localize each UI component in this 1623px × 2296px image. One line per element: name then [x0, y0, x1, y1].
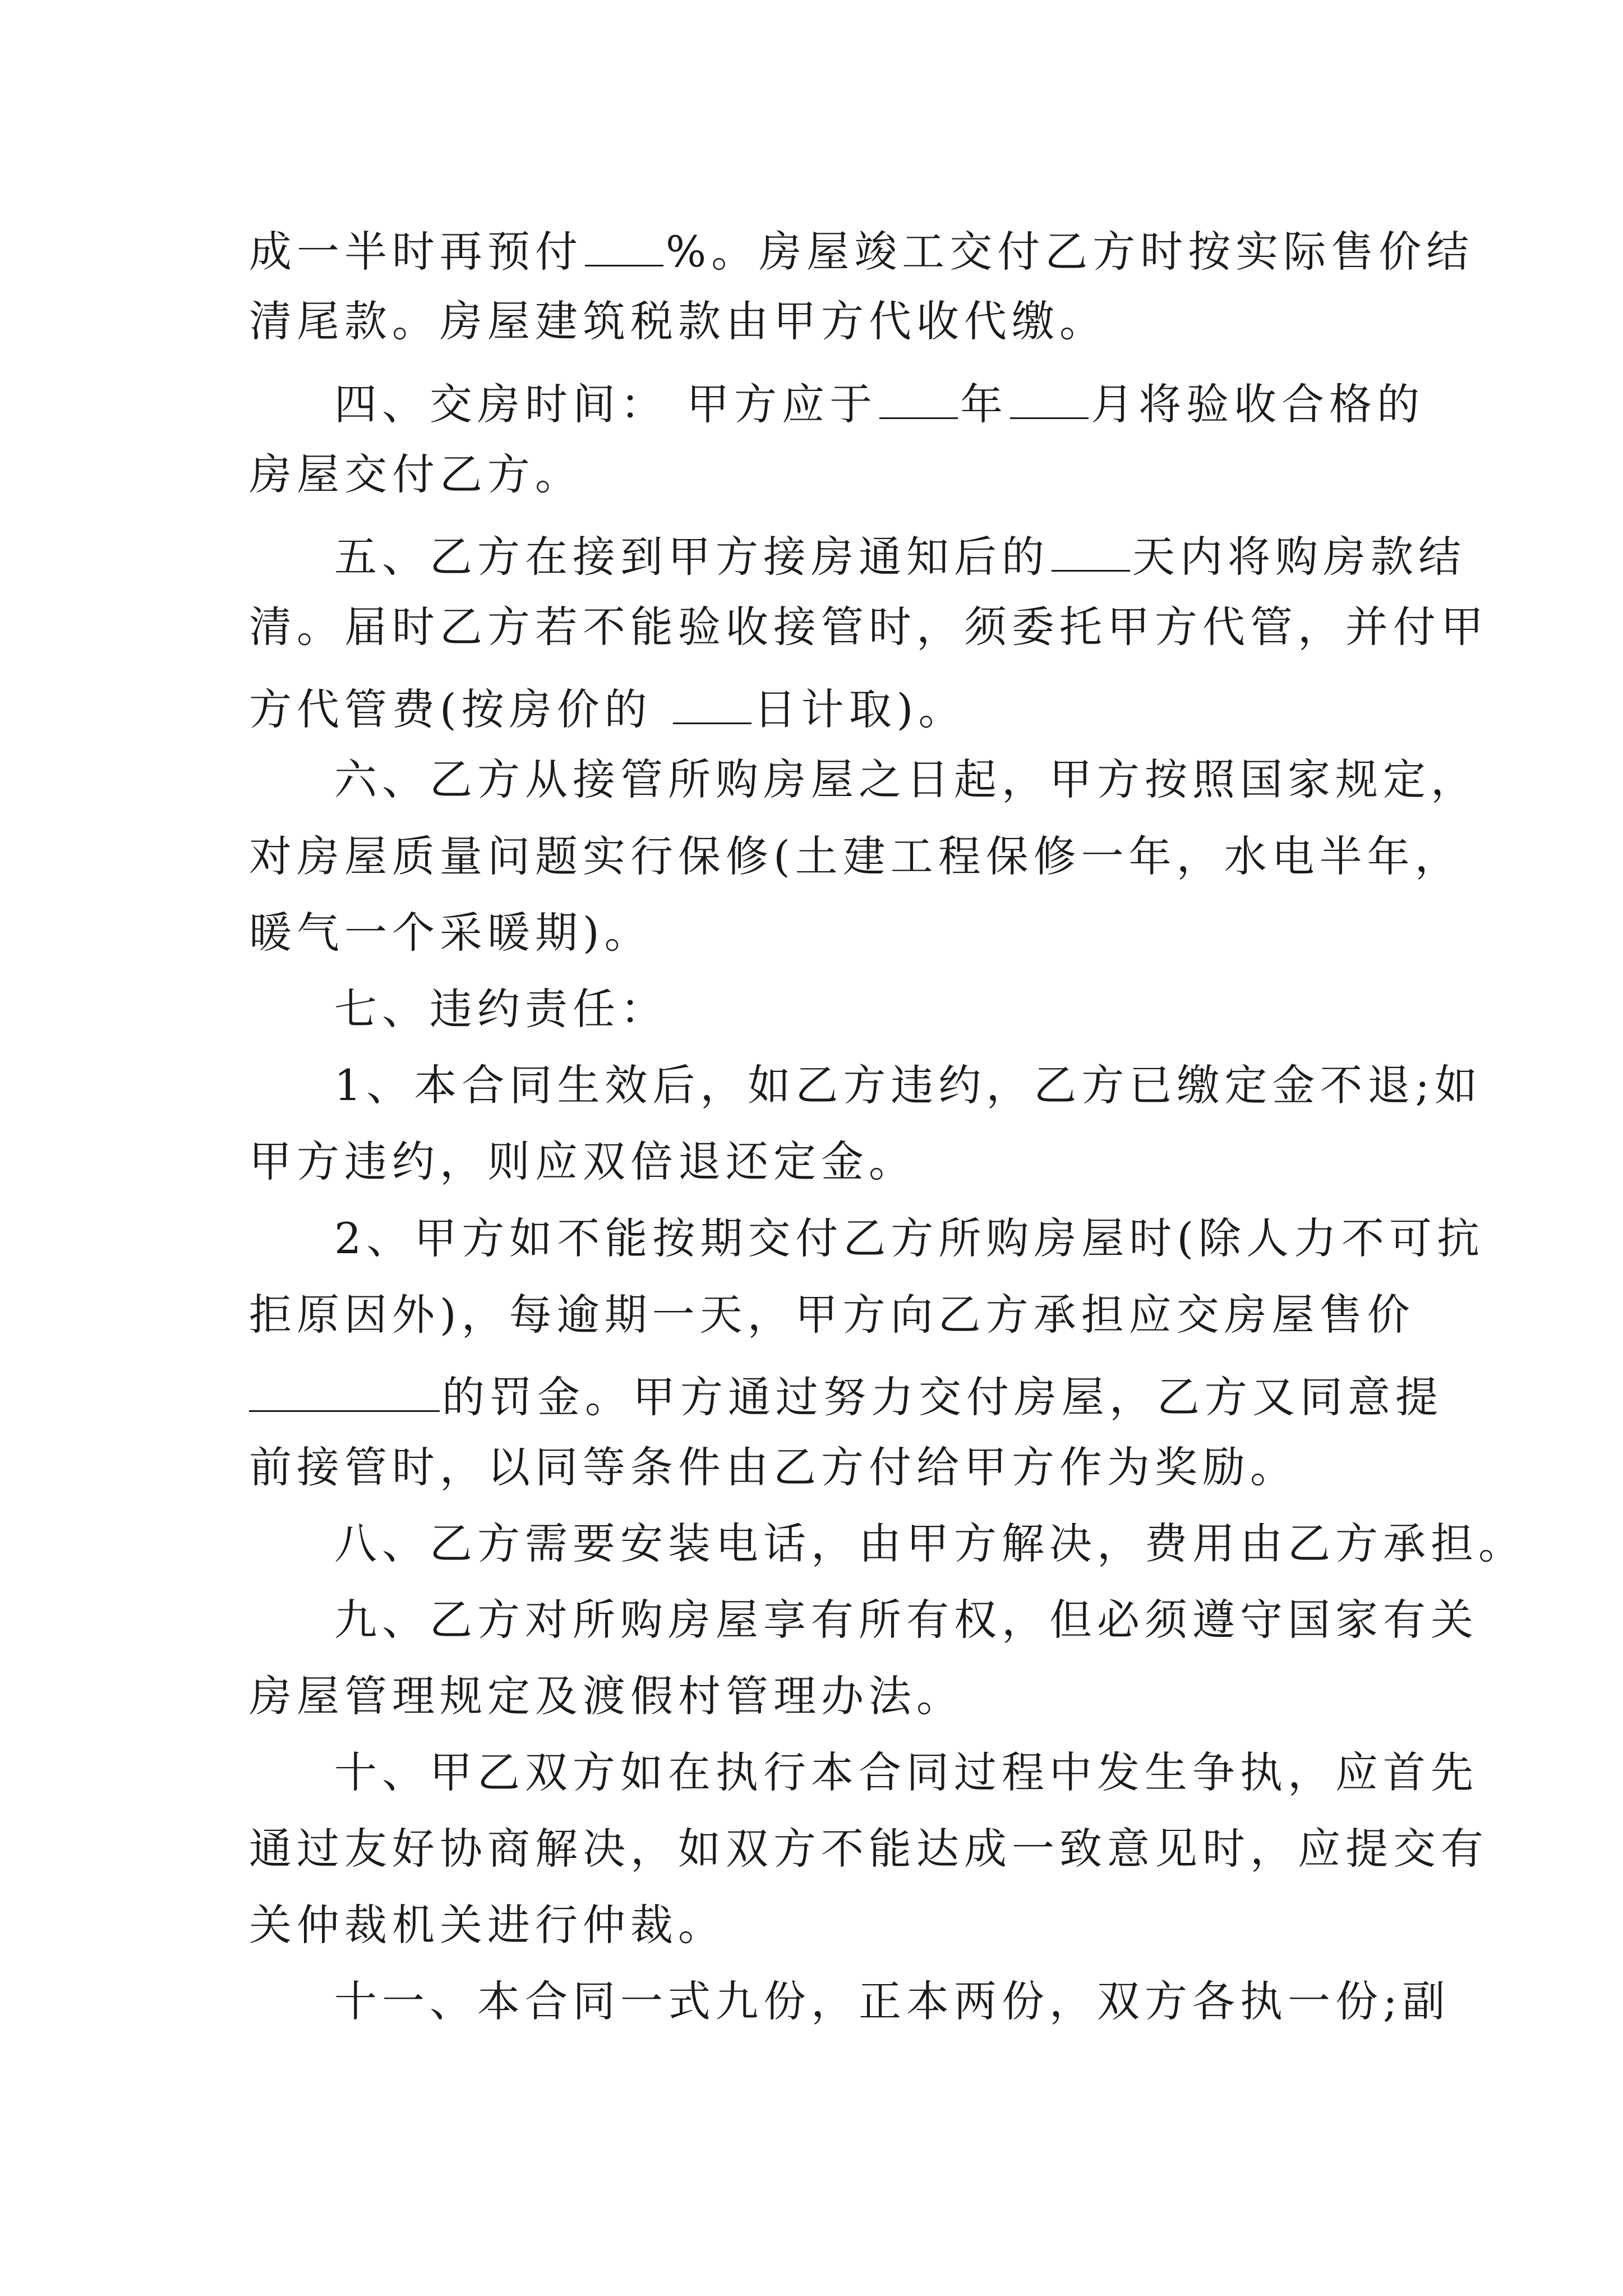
text-line-1 — [249, 224, 1474, 277]
line-text: 十、甲乙双方如在执行本合同过程中发生争执，应首先 — [334, 1747, 1478, 1797]
line-text: 房屋管理规定及渡假村管理办法。 — [249, 1671, 964, 1721]
line-text: 八、乙方需要安装电话，由甲方解决，费用由乙方承担。 — [334, 1519, 1526, 1568]
line-text: 甲方违约，则应双倍退还定金。 — [249, 1137, 916, 1186]
line-text: 1、本合同生效后，如乙方违约，乙方已缴定金不退;如 — [334, 1060, 1482, 1110]
text-line-9 — [249, 831, 1463, 881]
text-line-14 — [334, 1213, 1485, 1263]
text-line-7 — [249, 682, 966, 735]
line-text: 四、交房时间： 甲方应于 — [334, 379, 878, 430]
text-line-8 — [334, 754, 1478, 804]
text-line-24 — [334, 1976, 1450, 2026]
line-text: 天内将购房款结 — [1132, 532, 1466, 582]
text-line-2 — [249, 296, 1107, 346]
blank-fee-rate — [673, 682, 751, 724]
line-text: 通过友好协商解决，如双方不能达成一致意见时，应提交有 — [249, 1824, 1488, 1874]
line-text: 拒原因外)，每逾期一天，甲方向乙方承担应交房屋售价 — [249, 1290, 1415, 1340]
line-text: 房屋交付乙方。 — [249, 449, 583, 499]
blank-year — [879, 377, 958, 419]
text-line-5 — [334, 530, 1466, 582]
line-text: 关仲裁机关进行仲裁。 — [249, 1900, 726, 1950]
text-line-22 — [249, 1824, 1488, 1874]
text-line-17 — [249, 1442, 1298, 1492]
line-text: 清尾款。房屋建筑税款由甲方代收代缴。 — [249, 296, 1107, 346]
text-line-13 — [249, 1137, 916, 1186]
blank-days — [1052, 530, 1130, 572]
text-line-21 — [334, 1747, 1478, 1797]
line-text: 2、甲方如不能按期交付乙方所购房屋时(除人力不可抗 — [334, 1213, 1485, 1263]
line-text: %。房屋竣工交付乙方时按实际售价结 — [666, 227, 1474, 277]
line-text: 十一、本合同一式九份，正本两份，双方各执一份;副 — [334, 1976, 1450, 2026]
blank-month — [1010, 377, 1089, 419]
text-line-10 — [249, 908, 652, 958]
line-text: 六、乙方从接管所购房屋之日起，甲方按照国家规定， — [334, 754, 1478, 804]
line-text: 的罚金。甲方通过努力交付房屋，乙方又同意提 — [442, 1372, 1443, 1423]
text-line-23 — [249, 1900, 726, 1950]
blank-percent — [585, 224, 663, 266]
text-line-19 — [334, 1595, 1478, 1645]
line-text: 清。届时乙方若不能验收接管时，须委托甲方代管，并付甲 — [249, 602, 1488, 652]
text-line-11 — [334, 984, 668, 1034]
line-text: 月将验收合格的 — [1091, 379, 1425, 430]
text-line-18 — [334, 1519, 1526, 1568]
text-line-4 — [249, 449, 583, 499]
line-text: 对房屋质量问题实行保修(土建工程保修一年，水电半年， — [249, 831, 1463, 881]
text-line-15 — [249, 1290, 1415, 1340]
line-text: 日计取)。 — [753, 684, 966, 735]
line-text: 年 — [960, 379, 1008, 430]
line-text: 五、乙方在接到甲方接房通知后的 — [334, 532, 1049, 582]
text-line-20 — [249, 1671, 964, 1721]
text-line-6 — [249, 602, 1488, 652]
blank-penalty — [249, 1370, 440, 1412]
line-text: 成一半时再预付 — [249, 227, 583, 277]
line-text: 九、乙方对所购房屋享有所有权，但必须遵守国家有关 — [334, 1595, 1478, 1645]
line-text: 方代管费(按房价的 — [249, 684, 671, 735]
text-line-12 — [334, 1060, 1482, 1110]
line-text: 七、违约责任： — [334, 984, 668, 1034]
line-text: 前接管时，以同等条件由乙方付给甲方作为奖励。 — [249, 1442, 1298, 1492]
line-text: 暖气一个采暖期)。 — [249, 908, 652, 958]
text-line-16 — [249, 1370, 1443, 1423]
text-line-3 — [334, 377, 1425, 430]
